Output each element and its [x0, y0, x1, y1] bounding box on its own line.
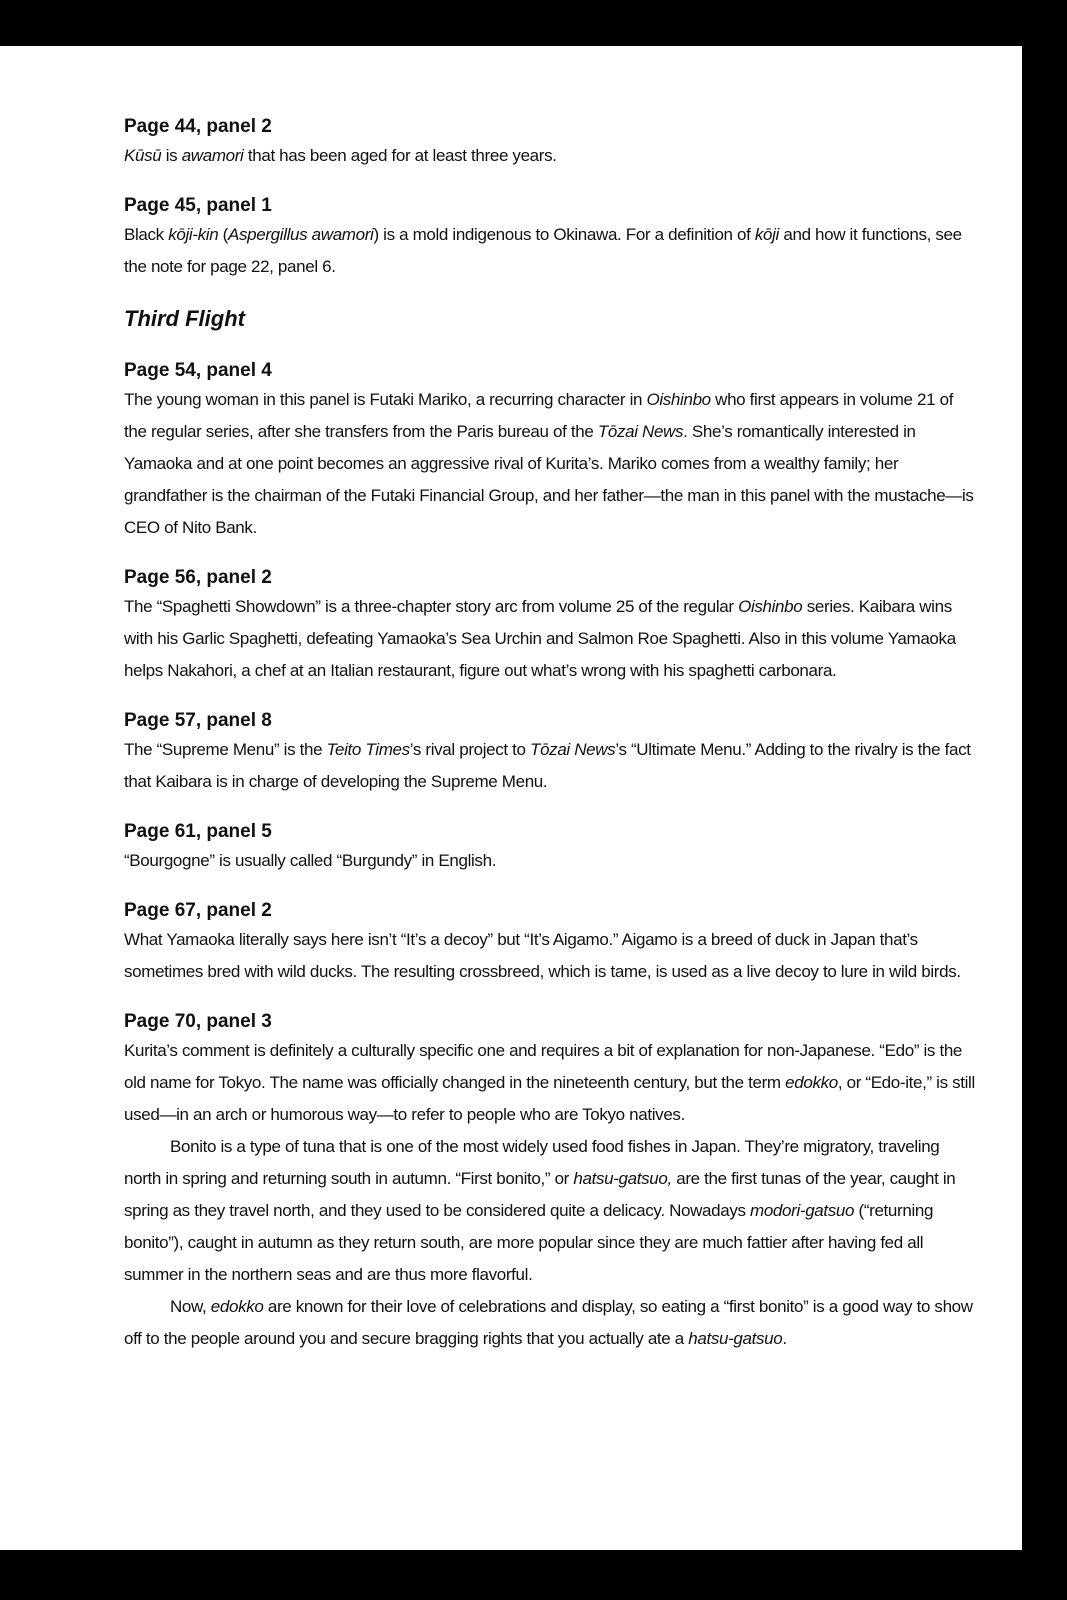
note-paragraph	[124, 1291, 979, 1355]
italic-term: Tōzai News	[597, 422, 684, 441]
note-body	[124, 845, 979, 877]
book-page	[0, 46, 1022, 1550]
text-run: , or “Edo-ite,” is still used—in an arch or humorous way—to refer to people who are Tokyo natives.	[124, 1073, 975, 1124]
note-body	[124, 384, 979, 544]
text-run: .	[782, 1329, 787, 1348]
text-run: ’s rival project to	[409, 740, 531, 759]
translation-note	[124, 819, 979, 877]
note-body	[124, 140, 979, 172]
text-run: ) is a mold indigenous to Okinawa. For a definition of	[373, 225, 755, 244]
note-paragraph	[124, 1035, 979, 1131]
note-title: Page 61, panel 5	[124, 821, 272, 842]
note-paragraph	[124, 1131, 979, 1291]
note-paragraph	[124, 845, 979, 877]
note-title: Page 44, panel 2	[124, 116, 272, 137]
section-title: Third Flight	[124, 306, 245, 331]
italic-term: Aspergillus awamori	[228, 225, 374, 244]
italic-term: hatsu-gatsuo,	[573, 1169, 672, 1188]
text-run: . She’s romantically interested in Yamaoka and at one point becomes an aggressive rival of Kurita’s. Mariko comes from a wealthy family; her grandfather is the chairman of the Futaki Financial Group, and her father—the man in this panel with the mustache—is CEO of Nito Bank.	[124, 422, 974, 537]
translation-note	[124, 1009, 979, 1355]
text-run: series. Kaibara wins with his Garlic Spaghetti, defeating Yamaoka’s Sea Urchin and Salmon Roe Spaghetti. Also in this volume Yamaoka helps Nakahori, a chef at an Italian restaurant, figure out what’s wrong with his spaghetti carbonara.	[124, 597, 956, 680]
text-run: and how it functions, see the note for page 22, panel 6.	[124, 225, 962, 276]
text-run: ’s “Ultimate Menu.” Adding to the rivalry is the fact that Kaibara is in charge of developing the Supreme Menu.	[124, 740, 971, 791]
translation-note	[124, 114, 979, 172]
note-body	[124, 734, 979, 798]
italic-term: modori-gatsuo	[750, 1201, 855, 1220]
italic-term: edokko	[210, 1297, 264, 1316]
notes-group-top	[124, 114, 979, 283]
note-body	[124, 591, 979, 687]
note-title: Page 70, panel 3	[124, 1011, 272, 1032]
text-run: The “Supreme Menu” is the	[124, 740, 327, 759]
italic-term: awamori	[181, 146, 244, 165]
italic-term: Tōzai News	[530, 740, 616, 759]
text-run: Kurita’s comment is definitely a culturally specific one and requires a bit of explanation for non-Japanese. “Edo” is the old name for Tokyo. The name was officially changed in the nineteenth century, but the term	[124, 1041, 963, 1092]
notes-group-bottom	[124, 358, 979, 1355]
note-paragraph	[124, 140, 979, 172]
translation-note	[124, 358, 979, 544]
text-run: (	[218, 225, 228, 244]
text-run: Bonito is a type of tuna that is one of the most widely used food fishes in Japan. They’re migratory, traveling north in spring and returning south in autumn. “First bonito,” or	[124, 1137, 940, 1188]
italic-term: kōji	[754, 225, 779, 244]
note-title: Page 45, panel 1	[124, 195, 272, 216]
note-body	[124, 1035, 979, 1355]
text-run: are the first tunas of the year, caught in spring as they travel north, and they used to be considered quite a delicacy. Nowadays	[124, 1169, 956, 1220]
text-run: that has been aged for at least three years.	[243, 146, 557, 165]
text-run: who first appears in volume 21 of the regular series, after she transfers from the Paris bureau of the	[124, 390, 954, 441]
text-run: What Yamaoka literally says here isn’t “It’s a decoy” but “It’s Aigamo.” Aigamo is a breed of duck in Japan that’s sometimes bred with wild ducks. The resulting crossbreed, which is tame, is used as a live decoy to lure in wild birds.	[124, 930, 961, 981]
text-run: is	[161, 146, 182, 165]
translation-note	[124, 565, 979, 687]
text-run: The “Spaghetti Showdown” is a three-chapter story arc from volume 25 of the regular	[124, 597, 739, 616]
note-paragraph	[124, 734, 979, 798]
text-run: The young woman in this panel is Futaki Mariko, a recurring character in	[124, 390, 647, 409]
note-paragraph	[124, 591, 979, 687]
text-run: “Bourgogne” is usually called “Burgundy” in English.	[124, 851, 497, 870]
note-title: Page 56, panel 2	[124, 567, 272, 588]
italic-term: kōji-kin	[168, 225, 219, 244]
italic-term: Teito Times	[326, 740, 410, 759]
notes-content	[124, 114, 979, 1376]
italic-term: edokko	[785, 1073, 838, 1092]
note-body	[124, 924, 979, 988]
text-run: are known for their love of celebrations and display, so eating a “first bonito” is a good way to show off to the people around you and secure bragging rights that you actually ate a	[124, 1297, 973, 1348]
italic-term: Oishinbo	[646, 390, 711, 409]
translation-note	[124, 193, 979, 283]
note-title: Page 54, panel 4	[124, 360, 272, 381]
note-paragraph	[124, 219, 979, 283]
translation-note	[124, 708, 979, 798]
italic-term: Oishinbo	[738, 597, 803, 616]
note-title: Page 67, panel 2	[124, 900, 272, 921]
note-body	[124, 219, 979, 283]
note-title: Page 57, panel 8	[124, 710, 272, 731]
text-run: (“returning bonito”), caught in autumn as they return south, are more popular since they are much fattier after having fed all summer in the northern seas and are thus more flavorful.	[124, 1201, 934, 1284]
note-paragraph	[124, 924, 979, 988]
note-paragraph	[124, 384, 979, 544]
italic-term: hatsu-gatsuo	[688, 1329, 783, 1348]
italic-term: Kūsū	[124, 146, 162, 165]
translation-note	[124, 898, 979, 988]
text-run: Black	[124, 225, 169, 244]
text-run: Now,	[170, 1297, 211, 1316]
